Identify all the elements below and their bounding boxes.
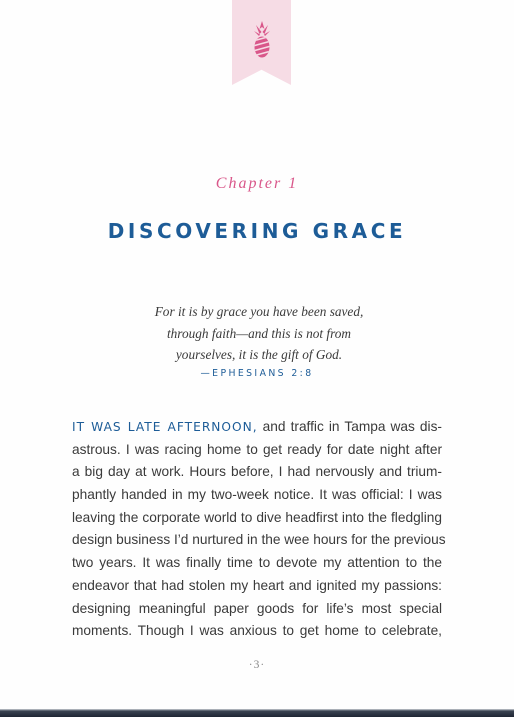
body-line: two years. It was finally time to devote my attention to the — [72, 555, 442, 571]
body-paragraph — [72, 416, 446, 643]
body-line: astrous. I was racing home to get ready for date night after — [72, 441, 442, 457]
body-line: designing meaningful paper goods for life’s most special — [72, 600, 442, 616]
body-line: endeavor that had stolen my heart and ignited my passions: — [72, 577, 442, 593]
epigraph-line: For it is by grace you have been saved, — [154, 304, 364, 319]
epigraph-line: through faith—and this is not from — [166, 325, 352, 341]
lead-in-text: IT WAS LATE AFTERNOON, — [72, 420, 258, 434]
body-line: phantly handed in my two-week notice. It was official: I was — [72, 487, 442, 503]
epigraph-quote — [100, 301, 418, 366]
epigraph-citation: —EPHESIANS 2:8 — [200, 368, 314, 379]
body-line: design business I’d nurtured in the wee hours for the previous — [72, 532, 446, 548]
pineapple-icon — [247, 18, 277, 60]
chapter-label: Chapter 1 — [215, 175, 299, 192]
body-line: a big day at work. Hours before, I had nervously and trium- — [72, 464, 442, 480]
epigraph-line: yourselves, it is the gift of God. — [175, 347, 343, 362]
chapter-ribbon-bookmark — [232, 0, 291, 85]
body-line — [72, 416, 442, 439]
page-bottom-edge — [0, 709, 514, 717]
chapter-title: DISCOVERING GRACE — [107, 219, 407, 243]
page-number: ·3· — [248, 659, 266, 671]
body-line: leaving the corporate world to dive headfirst into the fledgling — [72, 509, 442, 525]
body-line-text: and traffic in Tampa was dis- — [257, 419, 442, 434]
body-line: moments. Though I was anxious to get home to celebrate, — [72, 623, 442, 639]
